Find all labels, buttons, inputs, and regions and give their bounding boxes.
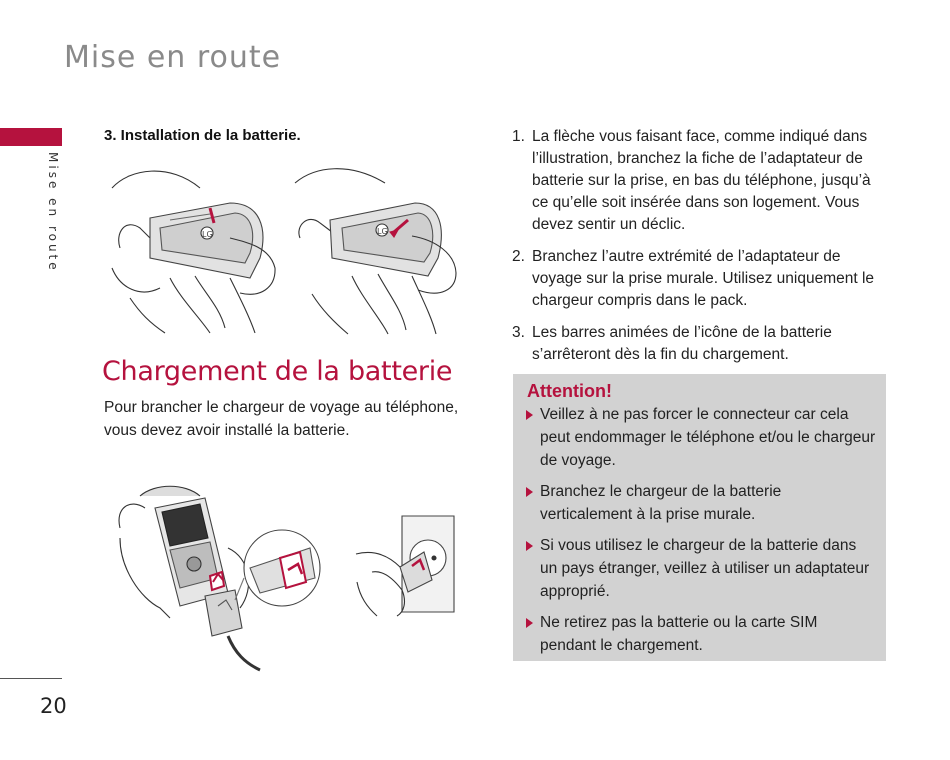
attention-title: Attention! [527, 381, 612, 401]
step-text: La flèche vous faisant face, comme indiqué dans l’illustration, branchez la fiche de l’adaptateur de batterie sur la prise, en bas du téléphone, jusqu’à ce qu’elle soit insérée dans son logement. Vous devez sentir un déclic. [532, 128, 871, 233]
svg-text:LG: LG [202, 230, 213, 239]
attention-bullet [526, 534, 876, 603]
battery-install-illustration-1 [110, 158, 280, 338]
charger-connect-illustration [110, 478, 335, 673]
attention-box [513, 374, 886, 661]
step-number: 1. [512, 128, 525, 145]
bullet-arrow-icon [526, 487, 533, 497]
svg-text:LG: LG [377, 227, 388, 236]
charging-step-2 [512, 246, 882, 312]
section-tab-marker [0, 128, 62, 146]
bullet-text: Veillez à ne pas forcer le connecteur car cela peut endommager le téléphone et/ou le chargeur de voyage. [540, 406, 876, 469]
bullet-arrow-icon [526, 410, 533, 420]
step-number: 3. [512, 324, 525, 341]
footer-divider [0, 678, 62, 679]
bullet-arrow-icon [526, 541, 533, 551]
charging-steps-list [512, 126, 882, 376]
charging-step-3 [512, 322, 882, 366]
bullet-text: Si vous utilisez le chargeur de la batterie dans un pays étranger, veillez à utiliser un adaptateur approprié. [540, 537, 870, 600]
attention-bullet [526, 480, 876, 526]
attention-bullet [526, 403, 876, 472]
charging-step-1 [512, 126, 882, 236]
charging-intro-text: Pour brancher le chargeur de voyage au téléphone, vous devez avoir installé la batterie. [104, 399, 459, 439]
side-section-label: Mise en route [46, 152, 60, 273]
bullet-text: Ne retirez pas la batterie ou la carte SIM pendant le chargement. [540, 614, 818, 654]
page-number: 20 [40, 694, 67, 718]
charging-section-title: Chargement de la batterie [102, 356, 453, 387]
attention-bullet-list [526, 403, 876, 665]
bullet-arrow-icon [526, 618, 533, 628]
battery-install-illustration-2 [290, 158, 460, 338]
attention-bullet [526, 611, 876, 657]
wall-socket-illustration [352, 512, 462, 617]
step-text: Les barres animées de l’icône de la batterie s’arrêteront dès la fin du chargement. [532, 324, 832, 363]
step-number: 2. [512, 248, 525, 265]
step-text: Branchez l’autre extrémité de l’adaptateur de voyage sur la prise murale. Utilisez uniquement le chargeur compris dans le pack. [532, 248, 875, 309]
battery-installation-heading: 3. Installation de la batterie. [104, 127, 301, 144]
bullet-text: Branchez le chargeur de la batterie verticalement à la prise murale. [540, 483, 782, 523]
page-header-title: Mise en route [64, 40, 282, 75]
